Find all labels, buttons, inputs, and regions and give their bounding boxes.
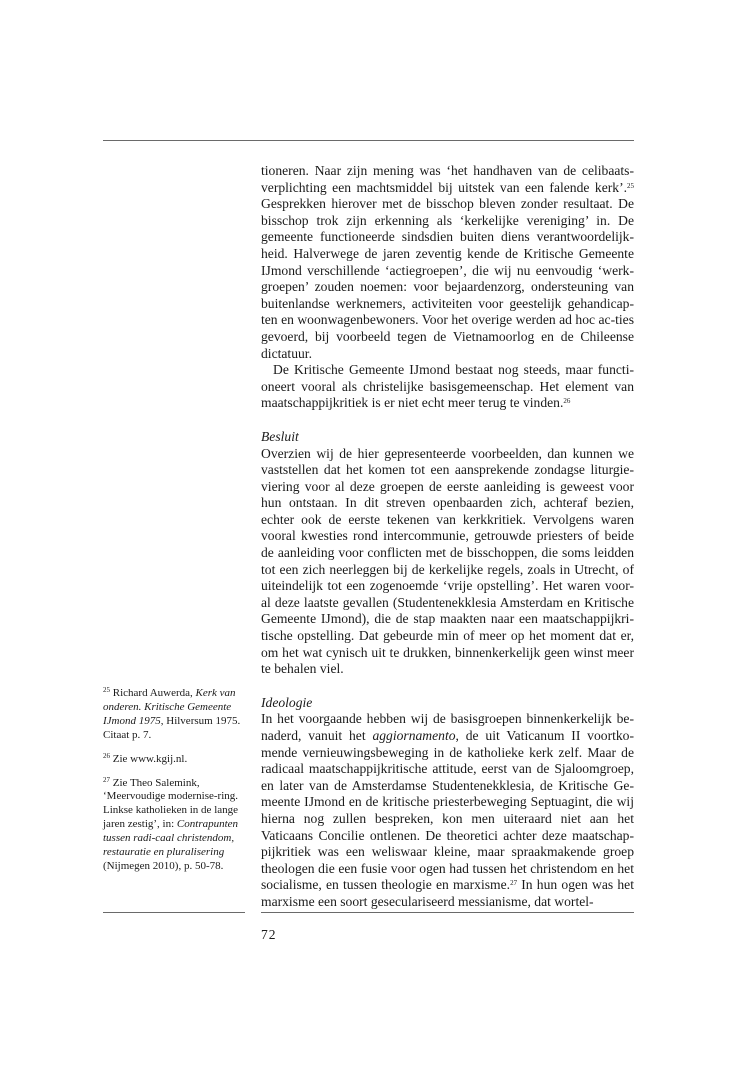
footnote-number: 26	[103, 751, 110, 760]
text: De Kritische Gemeente IJmond bestaat nog steeds, maar functi-oneert vooral als christelijke basisgemeenschap. Het element van maatschappijkritiek is er niet echt meer terug te vinden.	[261, 362, 634, 411]
main-text-column	[261, 163, 634, 911]
text: , de uit Vaticanum II voortko-mende vernieuwingsbeweging in de katholieke kerk zelf. Maar de radicaal maatschappijkritische attitude, eerst van de Sjaloomgroep, en later van de Amsterdamse Studentenekklesia, de Kritische Ge-meente IJmond en de kritische priesterbeweging Septuagint, die wij hierna nog zullen bespreken, kon men uiteraard niet aan het Vaticaans Concilie ontlenen. De theoretici achter deze maatschap-pijkritiek was een weliswaar kleine, maar spraakmakende groep theologen die een fusie voor ogen had tussen het christendom en het socialisme, en tussen theologie en marxisme.	[261, 728, 634, 893]
text: Gesprekken hierover met de bisschop bleven zonder resultaat. De bisschop trok zijn erkenning als ‘kerkelijke vereniging’ in. De gemeente functioneerde sindsdien buiten diens verantwoordelijk-heid. Halverwege de jaren zeventig kende de Kritische Gemeente IJmond verschillende ‘actiegroepen’, die wij nu eenvoudig ‘werk-groepen’ zouden noemen: voor bejaardenzorg, ondersteuning van buitenlandse werknemers, activiteiten voor geestelijk gehandicap-ten en woonwagenbewoners. Voor het overige werden ad hoc ac-ties gevoerd, bij voorbeeld tegen de Vietnamoorlog en de Chileense dictatuur.	[261, 196, 634, 361]
text: In hun ogen was het marxisme een soort geseculariseerd messianisme, dat wortel-	[261, 877, 634, 909]
emphasis: Contrapunten tussen radi-caal christendom, restauratie en pluralisering	[103, 818, 239, 859]
text: Zie Theo Salemink, ‘Meervoudige modernise-ring. Linkse katholieken in de lange jaren zestig’, in:	[103, 776, 239, 831]
text: In het voorgaande hebben wij de basisgroepen binnenkerkelijk be-naderd, vanuit het	[261, 711, 634, 743]
main-bottom-rule	[261, 912, 634, 913]
section-heading-ideologie: Ideologie	[261, 694, 313, 710]
paragraph	[261, 362, 634, 412]
paragraph	[261, 163, 634, 362]
page-number: 72	[261, 927, 277, 942]
top-rule	[103, 140, 634, 141]
footnote-ref-26[interactable]: 26	[563, 397, 571, 406]
paragraph	[261, 711, 634, 910]
side-notes	[103, 687, 253, 884]
text: Richard Auwerda,	[110, 687, 196, 699]
footnote-26	[103, 753, 253, 767]
footnote-25	[103, 687, 253, 743]
paragraph: Overzien wij de hier gepresenteerde voorbeelden, dan kunnen we vaststellen dat het komen tot een aansprekende zondagse liturgie-viering voor al deze groepen de eerste aanleiding is geweest voor hun ontstaan. In dit streven openbaarden zich, achteraf bezien, echter ook de eerste tekenen van kerkkritiek. Vervolgens waren vooral kwesties rond intercommunie, getrouwde priesters of beide de aanleiding voor conflicten met de bisschoppen, die soms leidden tot een zich neerleggen bij de kerkelijke regels, zoals in Utrecht, of uiteindelijk tot een zogenoemde ‘vrije opstelling’. Het waren voor-al deze laatste gevallen (Studentenekklesia Amsterdam en Kritische Gemeente IJmond), die de stap maakten naar een maatschappijkri-tische opstelling. Dat gebeurde min of meer op het moment dat er, om het wat cynisch uit te drukken, binnenkerkelijk geen winst meer te behalen viel.	[261, 445, 634, 677]
text: tioneren. Naar zijn mening was ‘het handhaven van de celibaats-verplichting een machtsmiddel bij uitstek van een falende kerk’.	[261, 163, 634, 195]
footnote-ref-25[interactable]: 25	[627, 181, 634, 190]
footnote-number: 27	[103, 775, 110, 784]
text: Zie www.kgij.nl.	[110, 752, 188, 765]
section-heading-besluit: Besluit	[261, 428, 299, 444]
notes-bottom-rule	[103, 912, 245, 913]
footnote-ref-27[interactable]: 27	[510, 879, 518, 888]
text: , Hilversum 1975. Citaat p. 7.	[103, 714, 241, 741]
emphasis: aggiornamento	[372, 728, 456, 743]
footnote-27	[103, 777, 253, 874]
emphasis: Kerk van onderen. Kritische Gemeente IJmond 1975	[103, 687, 236, 727]
footnote-number: 25	[103, 686, 110, 694]
text: (Nijmegen 2010), p. 50-78.	[103, 859, 224, 872]
